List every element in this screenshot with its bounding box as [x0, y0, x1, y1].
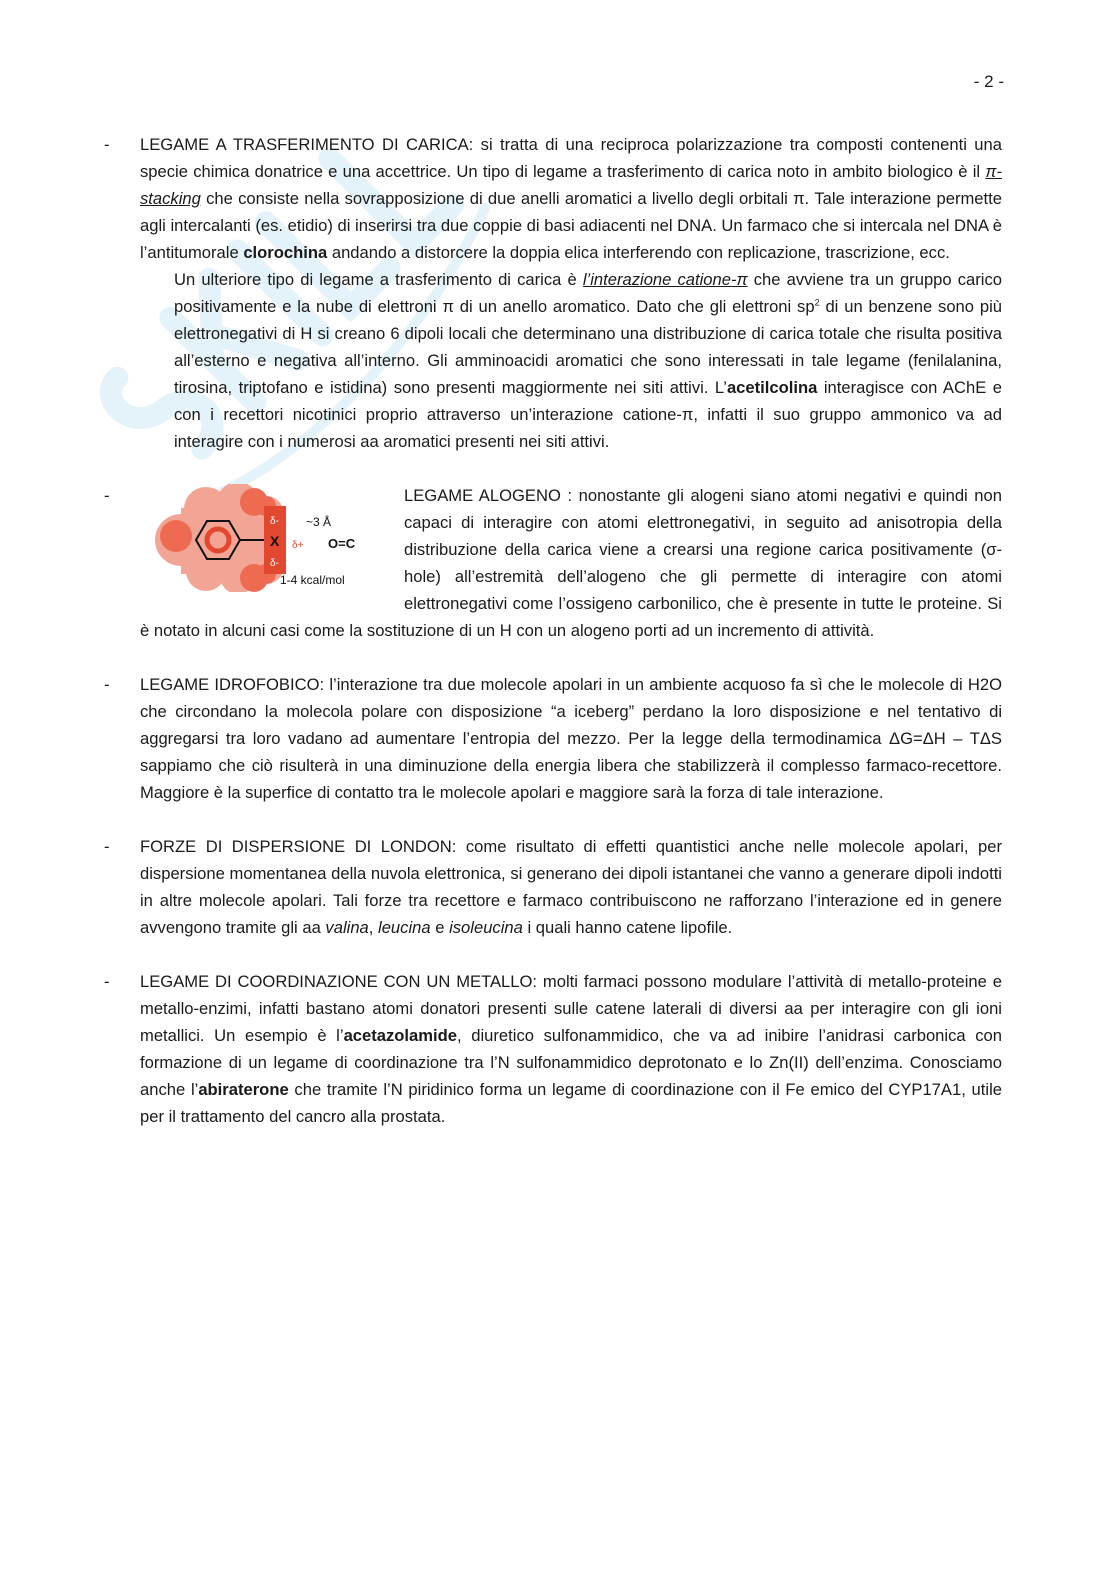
paragraph: LEGAME A TRASFERIMENTO DI CARICA: si tratta di una reciproca polarizzazione tra composti contenenti una specie chimica donatrice e una accettrice. Un tipo di legame a trasferimento di carica noto in ambito biologico è il π-stacking che consiste nella sovrapposizione di due anelli aromatici a livello degli orbitali π. Tale interazione permette agli intercalanti (es. etidio) di inserirsi tra due coppie di basi adiacenti nel DNA. Un farmaco che si intercala nel DNA è l’antitumorale clorochina andando a distorcere la doppia elica interferendo con replicazione, trascrizione, ecc. — [140, 135, 1002, 262]
paragraph: LEGAME DI COORDINAZIONE CON UN METALLO: molti farmaci possono modulare l’attività di metallo-proteine e metallo-enzimi, infatti bastano atomi donatori presenti sulle catene laterali di diversi aa per interagire con gli ioni metallici. Un esempio è l’acetazolamide, diuretico sulfonammidico, che va ad inibire l’anidrasi carbonica con formazione di un legame di coordinazione tra l’N sulfonammidico deprotonato e lo Zn(II) dell’enzima. Conosciamo anche l’abiraterone che tramite l’N piridinico forma un legame di coordinazione con il Fe emico del CYP17A1, utile per il trattamento del cancro alla prostata. — [140, 972, 1002, 1126]
paragraph: Un ulteriore tipo di legame a trasferimento di carica è l’interazione catione-π che avviene tra un gruppo carico positivamente e la nube di elettroni π di un anello aromatico. Dato che gli elettroni $sp^2$ di un benzene sono più elettronegativi di H si creano 6 dipoli locali che determinano una distribuzione di carica totale che risulta positiva all’esterno e negativa all’interno. Gli amminoacidi aromatici che sono interessati in tale legame (fenilalanina, tirosina, triptofano e istidina) sono presenti maggiormente nei siti attivi. L’acetilcolina interagisce con AChE e con i recettori nicotinici proprio attraverso un’interazione catione-π, infatti il suo gruppo ammonico va ad interagire con i numerosi aa aromatici presenti nei siti attivi. — [174, 270, 1003, 451]
term-acetazolamide: acetazolamide — [343, 1026, 458, 1045]
document-body — [104, 131, 1002, 1157]
section-halogen — [104, 482, 1002, 644]
term-clorochina: clorochina — [243, 243, 328, 262]
term-abiraterone: abiraterone — [198, 1080, 289, 1099]
section-hydrophobic — [104, 671, 1002, 806]
figure-delta-minus-top: δ- — [270, 516, 279, 527]
halogen-bond-figure — [146, 484, 382, 592]
paragraph: LEGAME ALOGENO X δ- δ- δ+ ~3 Å O=C 1-4 kcal/mol : nonostante gli alogeni siano atomi negativi e quindi non capaci di interagire con atomi elettronegativi, in seguito ad anisotropia della distribuzione della carica viene a crearsi una regione carica positivamente (σ-hole) all’estremità dell’alogeno che gli permette di interagire con atomi elettronegativi come l’ossigeno carbonilico, che è presente in tutte le proteine. Si è notato in alcuni casi come la sostituzione di un H con un alogeno porti ad un incremento di attività. — [140, 482, 1002, 644]
term-valina: valina — [325, 918, 369, 937]
section-charge-transfer — [104, 131, 1002, 455]
figure-carbonyl: O=C — [328, 536, 356, 551]
section-heading: FORZE DI DISPERSIONE DI LONDON — [140, 837, 452, 856]
section-heading: LEGAME ALOGENO — [404, 486, 561, 505]
list-bullet: - — [104, 972, 110, 991]
list-bullet: - — [104, 486, 110, 505]
term-acetilcolina: acetilcolina — [726, 378, 818, 397]
term-leucina: leucina — [378, 918, 431, 937]
section-london — [104, 833, 1002, 941]
term-isoleucina: isoleucina — [449, 918, 523, 937]
figure-delta-plus: δ+ — [292, 540, 304, 551]
section-heading: LEGAME DI COORDINAZIONE CON UN METALLO — [140, 972, 533, 991]
section-heading: LEGAME A TRASFERIMENTO DI CARICA — [140, 135, 469, 154]
paragraph: FORZE DI DISPERSIONE DI LONDON: come risultato di effetti quantistici anche nelle molecole apolari, per dispersione momentanea della nuvola elettronica, si generano dei dipoli istantanei che vanno a generare dipoli indotti in altre molecole apolari. Tali forze tra recettore e farmaco contribuiscono ne rafforzano l’interazione ed in genere avvengono tramite gli aa valina, leucina e isoleucina i quali hanno catene lipofile. — [140, 837, 1002, 937]
figure-halogen-label: X — [270, 533, 280, 549]
term-pi-stacking: π-stacking — [140, 162, 1002, 208]
figure-delta-minus-bottom: δ- — [270, 558, 279, 569]
list-bullet: - — [104, 675, 110, 694]
term-cation-pi: l’interazione catione-π — [582, 270, 748, 289]
section-heading: LEGAME IDROFOBICO — [140, 675, 320, 694]
figure-energy: 1-4 kcal/mol — [280, 573, 345, 587]
page-number: - 2 - — [973, 72, 1004, 91]
figure-distance: ~3 Å — [306, 515, 332, 529]
list-bullet: - — [104, 837, 110, 856]
list-bullet: - — [104, 135, 110, 154]
paragraph: LEGAME IDROFOBICO: l’interazione tra due molecole apolari in un ambiente acquoso fa sì che le molecole di H2O che circondano la molecola polare con disposizione “a iceberg” perdano la loro disposizione e nel tentativo di aggregarsi tra loro vadano ad aumentare l’entropia del mezzo. Per la legge della termodinamica ΔG=ΔH – TΔS sappiamo che ciò risulterà in una diminuzione della energia libera che stabilizzerà il complesso farmaco-recettore. Maggiore è la superfice di contatto tra le molecole apolari e maggiore sarà la forza di tale interazione. — [140, 675, 1002, 802]
section-metal-coordination — [104, 968, 1002, 1130]
